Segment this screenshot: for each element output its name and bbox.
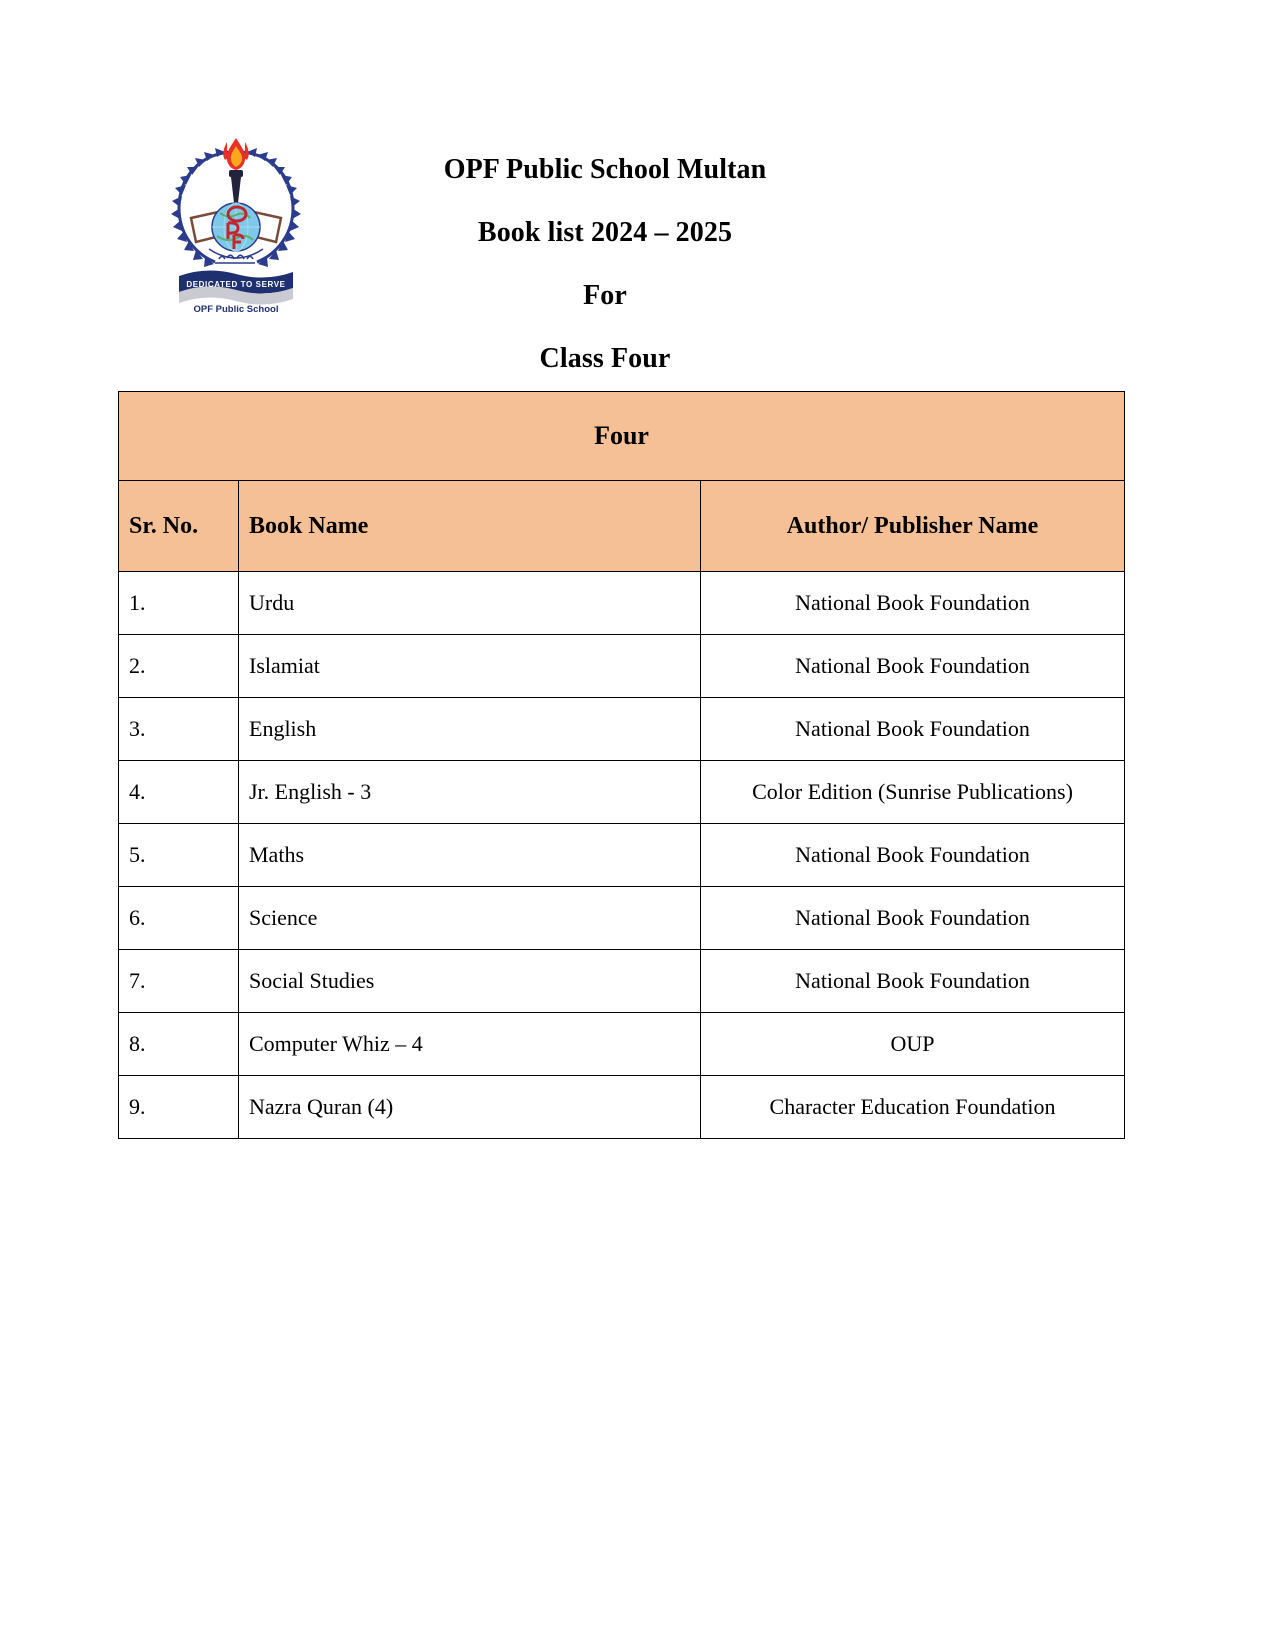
cell-book: English [239,698,701,761]
table-row [119,824,1125,887]
title-stack [310,138,900,390]
cell-book: Social Studies [239,950,701,1013]
cell-author: National Book Foundation [701,635,1125,698]
table-row [119,887,1125,950]
cell-author: Color Edition (Sunrise Publications) [701,761,1125,824]
column-header-sr-no: Sr. No. [119,481,239,572]
table-row [119,950,1125,1013]
cell-sr-no: 8. [119,1013,239,1076]
cell-sr-no: 5. [119,824,239,887]
class-group-header: Four [119,392,1125,481]
column-header-author-publisher: Author/ Publisher Name [701,481,1125,572]
logo-caption: OPF Public School [193,304,279,315]
table-row [119,698,1125,761]
cell-book: Urdu [239,572,701,635]
cell-sr-no: 6. [119,887,239,950]
cell-author: Character Education Foundation [701,1076,1125,1139]
cell-sr-no: 4. [119,761,239,824]
booklist-table [118,391,1125,1139]
cell-author: National Book Foundation [701,572,1125,635]
cell-author: National Book Foundation [701,950,1125,1013]
cell-author: National Book Foundation [701,887,1125,950]
motto-ribbon [179,270,293,304]
cell-author: National Book Foundation [701,824,1125,887]
cell-author: OUP [701,1013,1125,1076]
cell-sr-no: 7. [119,950,239,1013]
table-column-header-row [119,481,1125,572]
cell-sr-no: 2. [119,635,239,698]
cell-author: National Book Foundation [701,698,1125,761]
svg-text:DEDICATED TO SERVE: DEDICATED TO SERVE [186,280,286,289]
table-row [119,761,1125,824]
torch-icon [223,138,248,203]
cell-book: Nazra Quran (4) [239,1076,701,1139]
table-merged-header-row [119,392,1125,481]
school-logo [165,130,307,315]
globe-icon [212,203,260,251]
booklist-table-container [118,391,1124,1139]
document-header [0,0,1275,374]
class-heading: Class Four [539,343,671,374]
table-row [119,572,1125,635]
cell-book: Science [239,887,701,950]
school-name-heading: OPF Public School Multan [443,154,767,185]
cell-book: Maths [239,824,701,887]
table-row [119,1013,1125,1076]
cell-book: Computer Whiz – 4 [239,1013,701,1076]
for-label: For [583,280,627,311]
cell-sr-no: 9. [119,1076,239,1139]
table-row [119,1076,1125,1139]
cell-book: Jr. English - 3 [239,761,701,824]
booklist-year-heading: Book list 2024 – 2025 [477,217,733,248]
cell-sr-no: 3. [119,698,239,761]
cell-book: Islamiat [239,635,701,698]
cell-sr-no: 1. [119,572,239,635]
table-row [119,635,1125,698]
column-header-book-name: Book Name [239,481,701,572]
